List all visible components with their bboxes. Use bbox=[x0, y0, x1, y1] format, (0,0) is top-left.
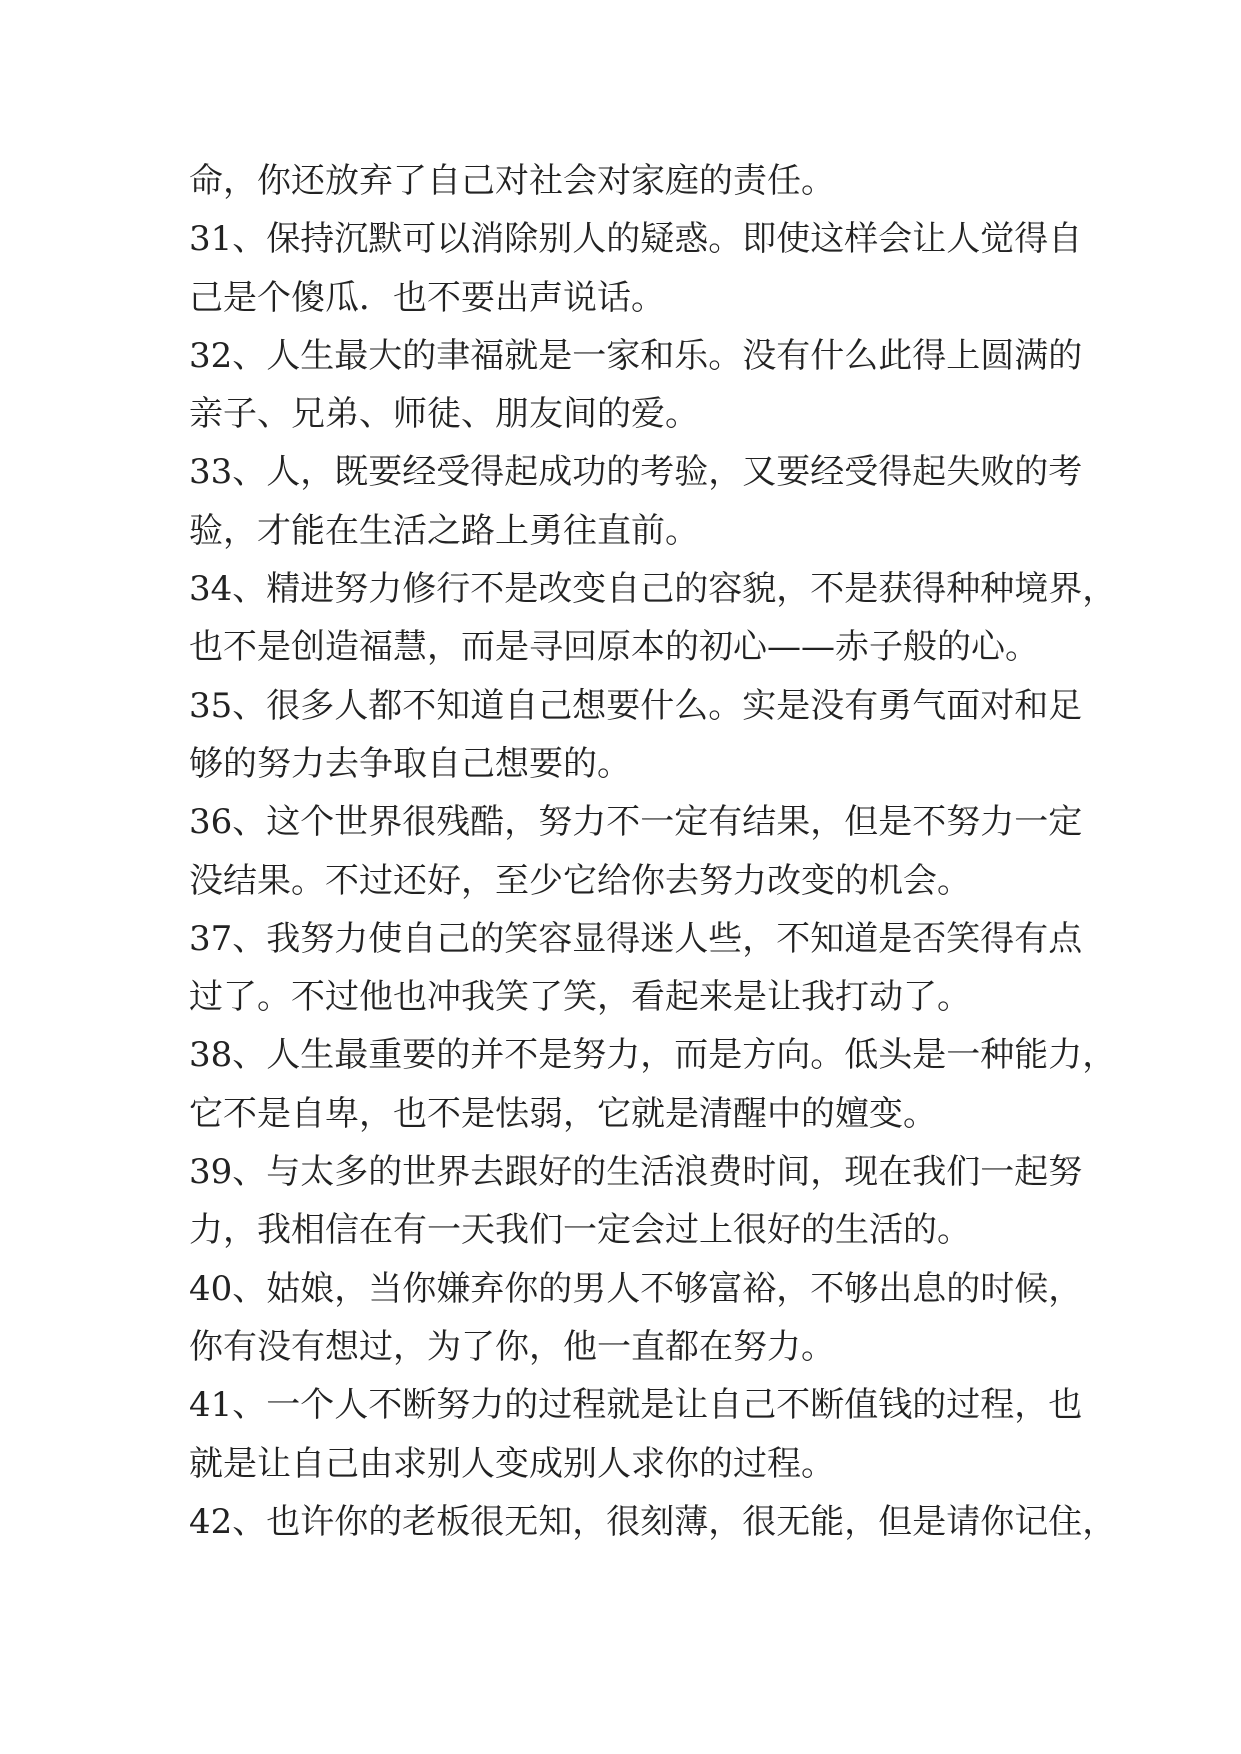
text-line: 37、我努力使自己的笑容显得迷人些，不知道是否笑得有点 bbox=[189, 918, 1083, 959]
text-line: 你有没有想过，为了你，他一直都在努力。 bbox=[189, 1326, 835, 1367]
body-text bbox=[189, 152, 1117, 1551]
text-line: 40、姑娘，当你嫌弃你的男人不够富裕，不够出息的时候， bbox=[189, 1268, 1083, 1309]
text-line: 36、这个世界很残酷，努力不一定有结果，但是不努力一定 bbox=[189, 802, 1083, 843]
text-line: 过了。不过他也冲我笑了笑，看起来是让我打动了。 bbox=[189, 977, 971, 1018]
text-line: 41、一个人不断努力的过程就是让自己不断值钱的过程，也 bbox=[189, 1385, 1083, 1426]
text-line: 就是让自己由求别人变成别人求你的过程。 bbox=[189, 1443, 835, 1484]
text-line: 没结果。不过还好，至少它给你去努力改变的机会。 bbox=[189, 860, 971, 901]
text-line: 31、保持沉默可以消除别人的疑惑。即使这样会让人觉得自 bbox=[189, 219, 1083, 260]
text-line: 验，才能在生活之路上勇往直前。 bbox=[189, 510, 699, 551]
text-line: 力，我相信在有一天我们一定会过上很好的生活的。 bbox=[189, 1210, 971, 1251]
text-line: 39、与太多的世界去跟好的生活浪费时间，现在我们一起努 bbox=[189, 1152, 1083, 1193]
text-line: 42、也许你的老板很无知，很刻薄，很无能，但是请你记住， bbox=[189, 1501, 1117, 1542]
text-line: 38、人生最重要的并不是努力，而是方向。低头是一种能力， bbox=[189, 1035, 1117, 1076]
text-line: 35、很多人都不知道自己想要什么。实是没有勇气面对和足 bbox=[189, 685, 1083, 726]
text-line: 它不是自卑，也不是怯弱，它就是清醒中的嬗变。 bbox=[189, 1093, 937, 1134]
text-line: 命，你还放弃了自己对社会对家庭的责任。 bbox=[189, 161, 835, 201]
text-line: 32、人生最大的聿福就是一家和乐。没有什么此得上圆满的 bbox=[189, 335, 1083, 376]
text-line: 亲子、兄弟、师徒、朋友间的爱。 bbox=[189, 394, 699, 435]
text-line: 够的努力去争取自己想要的。 bbox=[189, 743, 631, 784]
text-line: 34、精进努力修行不是改变自己的容貌，不是获得种种境界， bbox=[189, 569, 1117, 610]
text-line: 也不是创造福慧，而是寻回原本的初心——赤子般的心。 bbox=[189, 627, 1039, 668]
text-line: 己是个傻瓜．也不要出声说话。 bbox=[189, 277, 665, 318]
text-line: 33、人，既要经受得起成功的考验，又要经受得起失败的考 bbox=[189, 452, 1083, 493]
